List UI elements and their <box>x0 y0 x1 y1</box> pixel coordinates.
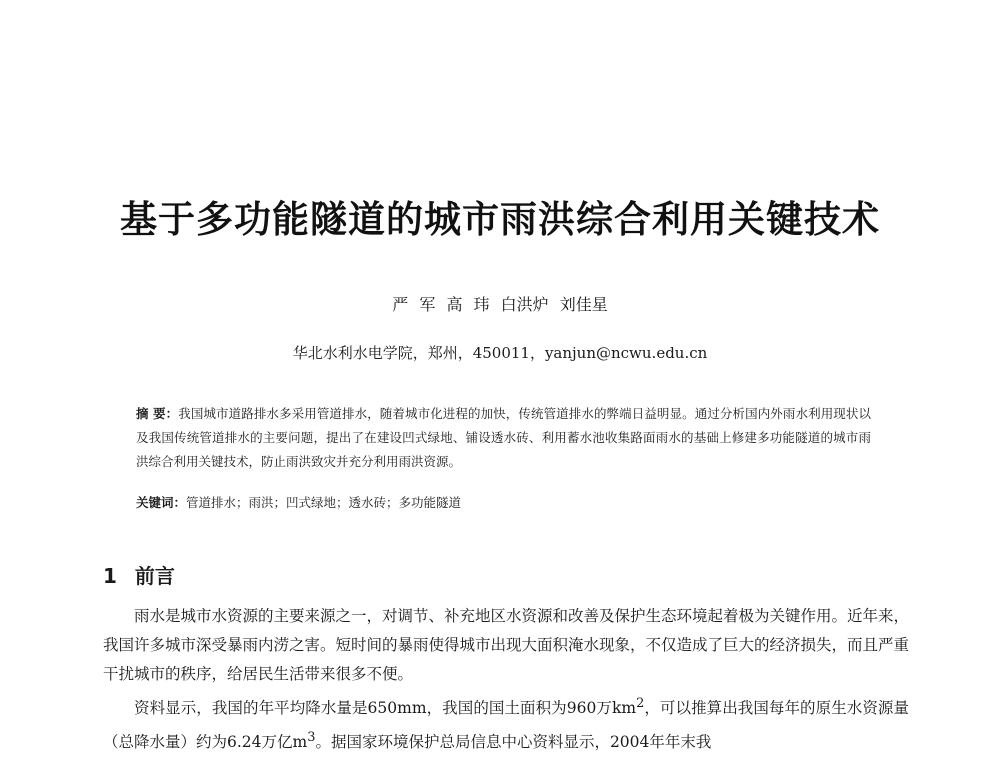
affiliation: 华北水利水电学院，郑州，450011，yanjun@ncwu.edu.cn <box>292 344 708 362</box>
abstract-label: 摘 要： <box>136 406 179 421</box>
section-number: 1 <box>103 564 117 588</box>
paragraph-text: 资料显示，我国的年平均降水量是650mm，我国的国土面积为960万km <box>134 699 637 718</box>
paragraph <box>103 689 909 757</box>
abstract <box>136 402 871 474</box>
paragraph-text: ，可以推算出我国每年的原生水资源量（总降水量）约为6.24万亿m <box>103 699 909 752</box>
section-heading <box>103 562 175 590</box>
paragraph: 雨水是城市水资源的主要来源之一，对调节、补充地区水资源和改善及保护生态环境起着极为关键作用。近年来，我国许多城市深受暴雨内涝之害。短时间的暴雨使得城市出现大面积淹水现象，不仅造成了巨大的经济损失，而且严重干扰城市的秩序，给居民生活带来很多不便。 <box>103 607 910 683</box>
abstract-text: 我国城市道路排水多采用管道排水，随着城市化进程的加快，传统管道排水的弊端日益明显。通过分析国内外雨水利用现状以及我国传统管道排水的主要问题，提出了在建设凹式绿地、铺设透水砖、利用蓄水池收集路面雨水的基础上修建多功能隧道的城市雨洪综合利用关键技术，防止雨洪致灾并充分利用雨洪资源。 <box>136 406 871 469</box>
keywords-text: 管道排水；雨洪；凹式绿地；透水砖；多功能隧道 <box>186 495 462 510</box>
section-body <box>103 602 909 757</box>
superscript: 2 <box>636 696 645 711</box>
paragraph-text: 。据国家环境保护总局信息中心资料显示，2004年年末我 <box>315 733 712 752</box>
keywords <box>136 492 871 514</box>
section-title: 前言 <box>134 564 175 588</box>
paper-title: 基于多功能隧道的城市雨洪综合利用关键技术 <box>120 198 880 241</box>
keywords-label: 关键词： <box>136 495 187 510</box>
superscript: 3 <box>307 730 316 746</box>
author-list: 严 军 高 玮 白洪炉 刘佳星 <box>392 295 608 314</box>
